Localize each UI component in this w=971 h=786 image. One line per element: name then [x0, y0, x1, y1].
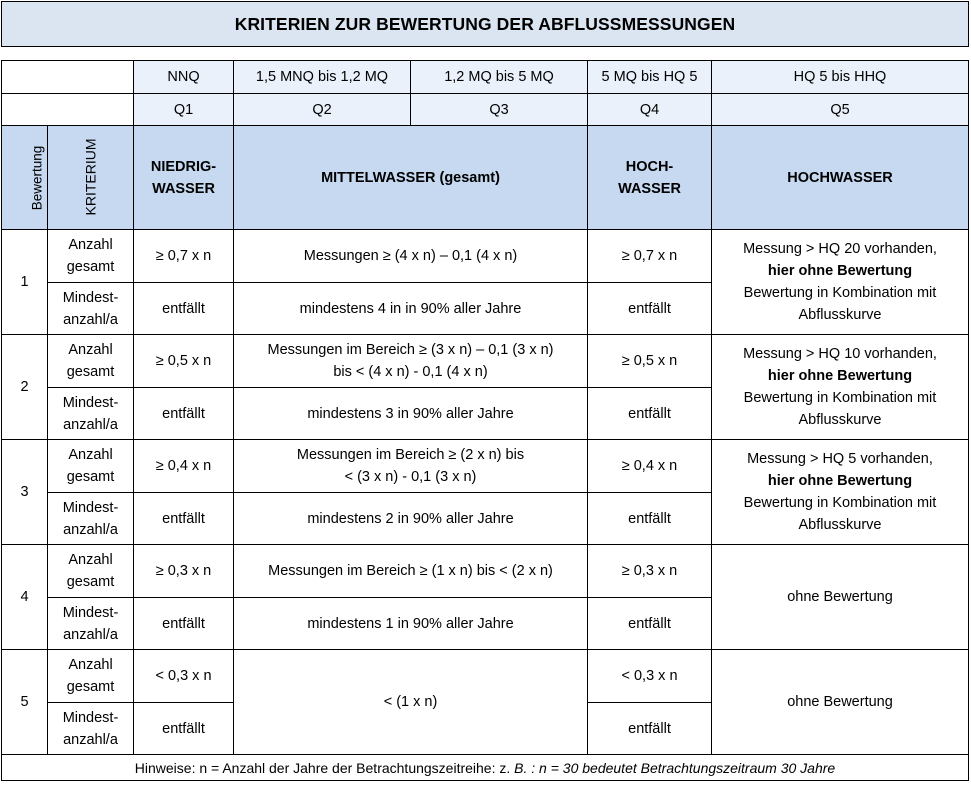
label-mindest [48, 493, 134, 545]
hoch-cell [712, 440, 969, 545]
grade-cell: 4 [2, 545, 48, 650]
label-anzahl [48, 650, 134, 703]
class-q3: Q3 [411, 94, 588, 126]
label-anzahl-line2: gesamt [66, 364, 115, 380]
label-mindest [48, 703, 134, 755]
hoch-cell [712, 335, 969, 440]
hoch-cell: ohne Bewertung [712, 545, 969, 650]
range-q3: 1,2 MQ bis 5 MQ [411, 61, 588, 94]
header-niedrig-line1: NIEDRIG- [150, 158, 217, 175]
header-kriterium [48, 126, 134, 230]
q4-mindest: entfällt [588, 388, 712, 440]
q1-anzahl: ≥ 0,7 x n [134, 230, 234, 283]
hoch-cell [712, 230, 969, 335]
q1-mindest: entfällt [134, 388, 234, 440]
label-anzahl-line2: gesamt [66, 259, 115, 275]
hoch-line3: Bewertung in Kombination mit [743, 495, 937, 511]
q4-anzahl: ≥ 0,7 x n [588, 230, 712, 283]
header-niedrig-line2: WASSER [152, 180, 215, 197]
q4-anzahl: < 0,3 x n [588, 650, 712, 703]
q4-mindest: entfällt [588, 283, 712, 335]
q4-anzahl: ≥ 0,3 x n [588, 545, 712, 598]
mittel-combined: < (1 x n) [234, 650, 588, 755]
table-row [2, 545, 969, 598]
mittel-anzahl-line1: Messungen ≥ (4 x n) – 0,1 (4 x n) [303, 248, 518, 264]
q1-anzahl: ≥ 0,5 x n [134, 335, 234, 388]
label-mindest-line2: anzahl/a [63, 626, 118, 643]
label-mindest-line1: Mindest- [62, 289, 119, 306]
mittel-anzahl-line2: bis < (4 x n) - 0,1 (4 x n) [333, 364, 488, 380]
hoch-line3: Bewertung in Kombination mit [743, 285, 937, 301]
q1-anzahl: < 0,3 x n [134, 650, 234, 703]
mittel-anzahl [234, 440, 588, 493]
table-row [2, 650, 969, 703]
q4-mindest: entfällt [588, 703, 712, 755]
class-q4: Q4 [588, 94, 712, 126]
mittel-anzahl [234, 335, 588, 388]
range-q4: 5 MQ bis HQ 5 [588, 61, 712, 94]
label-mindest-line1: Mindest- [62, 499, 119, 516]
label-mindest [48, 598, 134, 650]
range-q5: HQ 5 bis HHQ [712, 61, 969, 94]
label-anzahl-line1: Anzahl [68, 447, 113, 463]
hoch-cell: ohne Bewertung [712, 650, 969, 755]
note-italic: B. : n = 30 bedeutet Betrachtungszeitraum 30 Jahre [514, 759, 836, 776]
mittel-anzahl [234, 545, 588, 598]
hoch-line2: hier ohne Bewertung [767, 368, 913, 384]
label-anzahl [48, 335, 134, 388]
label-anzahl [48, 440, 134, 493]
hoch-line4: Abflusskurve [798, 412, 882, 428]
mittel-anzahl [234, 230, 588, 283]
grade-cell: 1 [2, 230, 48, 335]
class-q1: Q1 [134, 94, 234, 126]
label-anzahl-line1: Anzahl [68, 657, 113, 673]
label-anzahl-line2: gesamt [66, 469, 115, 485]
hoch-line2: hier ohne Bewertung [767, 263, 913, 279]
label-anzahl-line2: gesamt [66, 574, 115, 590]
mittel-anzahl-line1: Messungen im Bereich ≥ (1 x n) bis < (2 x n) [268, 563, 553, 579]
class-row [2, 94, 969, 126]
hoch-line2: hier ohne Bewertung [767, 473, 913, 489]
label-mindest-line2: anzahl/a [63, 731, 118, 748]
header-bewertung [2, 126, 48, 230]
label-anzahl-line1: Anzahl [68, 342, 113, 358]
q4-anzahl: ≥ 0,5 x n [588, 335, 712, 388]
q1-mindest: entfällt [134, 493, 234, 545]
label-mindest-line2: anzahl/a [63, 311, 118, 328]
label-mindest-line2: anzahl/a [63, 416, 118, 433]
grade-cell: 5 [2, 650, 48, 755]
q1-mindest: entfällt [134, 703, 234, 755]
label-mindest [48, 283, 134, 335]
mittel-anzahl-line1: Messungen im Bereich ≥ (3 x n) – 0,1 (3 x n) [267, 342, 554, 358]
label-mindest-line1: Mindest- [62, 604, 119, 621]
label-anzahl-line1: Anzahl [68, 552, 113, 568]
header-hochwasser: HOCHWASSER [712, 126, 969, 230]
hoch-line4: Abflusskurve [798, 307, 882, 323]
grade-cell: 3 [2, 440, 48, 545]
mittel-mindest: mindestens 1 in 90% aller Jahre [234, 598, 588, 650]
mittel-anzahl-line2: < (3 x n) - 0,1 (3 x n) [344, 469, 477, 485]
table-row [2, 440, 969, 493]
header-niedrigwasser [134, 126, 234, 230]
q4-mindest: entfällt [588, 493, 712, 545]
mittel-mindest: mindestens 2 in 90% aller Jahre [234, 493, 588, 545]
class-q5: Q5 [712, 94, 969, 126]
criteria-table [1, 60, 969, 781]
header-row [2, 126, 969, 230]
table-row [2, 230, 969, 283]
header-bewertung-label: Bewertung [29, 145, 45, 210]
note-row [2, 755, 969, 781]
range-row [2, 61, 969, 94]
mittel-anzahl-line1: Messungen im Bereich ≥ (2 x n) bis [296, 447, 525, 463]
class-q2: Q2 [234, 94, 411, 126]
q4-mindest: entfällt [588, 598, 712, 650]
note-prefix: Hinweise: n = Anzahl der Jahre der Betrachtungszeitreihe: z. [134, 759, 515, 776]
header-hoch [588, 126, 712, 230]
hoch-line1: Messung > HQ 5 vorhanden, [747, 451, 933, 467]
q1-anzahl: ≥ 0,3 x n [134, 545, 234, 598]
hoch-line1: Messung > HQ 20 vorhanden, [743, 241, 937, 257]
corner-cell [2, 61, 134, 94]
hoch-line4: Abflusskurve [798, 517, 882, 533]
hoch-line1: Messung > HQ 10 vorhanden, [743, 346, 937, 362]
label-anzahl [48, 230, 134, 283]
mittel-mindest: mindestens 4 in in 90% aller Jahre [234, 283, 588, 335]
note-cell [2, 755, 969, 781]
label-mindest [48, 388, 134, 440]
page-title: KRITERIEN ZUR BEWERTUNG DER ABFLUSSMESSUNGEN [1, 1, 969, 47]
range-q1: NNQ [134, 61, 234, 94]
header-kriterium-label: KRITERIUM [82, 138, 99, 216]
hoch-line3: Bewertung in Kombination mit [743, 390, 937, 406]
header-hoch-line1: HOCH- [625, 158, 674, 175]
header-mittelwasser: MITTELWASSER (gesamt) [234, 126, 588, 230]
label-anzahl-line2: gesamt [66, 679, 115, 695]
table-row [2, 335, 969, 388]
label-mindest-line1: Mindest- [62, 394, 119, 411]
mittel-mindest: mindestens 3 in 90% aller Jahre [234, 388, 588, 440]
label-anzahl [48, 545, 134, 598]
q1-anzahl: ≥ 0,4 x n [134, 440, 234, 493]
label-mindest-line2: anzahl/a [63, 521, 118, 538]
corner-cell-2 [2, 94, 134, 126]
q4-anzahl: ≥ 0,4 x n [588, 440, 712, 493]
label-mindest-line1: Mindest- [62, 709, 119, 726]
q1-mindest: entfällt [134, 598, 234, 650]
header-hoch-line2: WASSER [618, 180, 681, 197]
range-q2: 1,5 MNQ bis 1,2 MQ [234, 61, 411, 94]
q1-mindest: entfällt [134, 283, 234, 335]
label-anzahl-line1: Anzahl [68, 237, 113, 253]
grade-cell: 2 [2, 335, 48, 440]
